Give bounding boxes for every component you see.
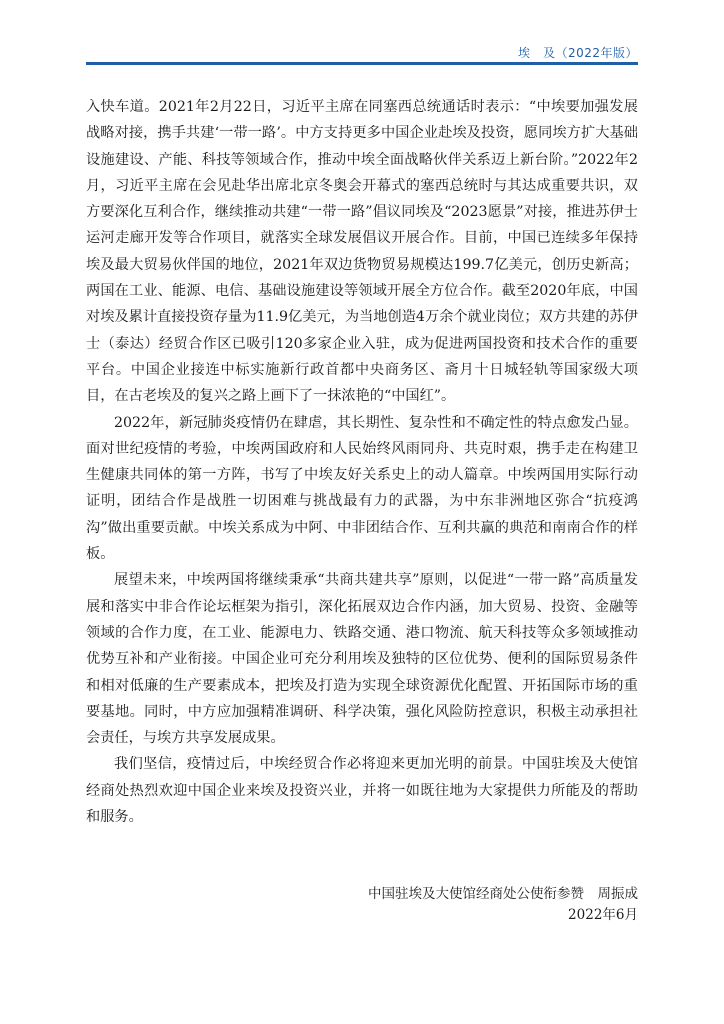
signature-author: 中国驻埃及大使馆经商处公使衔参赞 周振成	[368, 886, 638, 902]
paragraph-pandemic-cooperation: 2022年，新冠肺炎疫情仍在肆虐，其长期性、复杂性和不确定性的特点愈发凸显。面对世纪疫情的考验，中埃两国政府和人民始终风雨同舟、共克时艰，携手走在构建卫生健康共同体的第一方阵，书写了中埃友好关系史上的动人篇章。中埃两国用实际行动证明，团结合作是战胜一切困难与挑战最有力的武器，为中东非洲地区弥合“抗疫鸿沟”做出重要贡献。中埃关系成为中阿、中非团结合作、互利共赢的典范和南南合作的样板。	[86, 414, 638, 563]
signature-block	[368, 884, 638, 926]
paragraph-closing: 我们坚信，疫情过后，中埃经贸合作必将迎来更加光明的前景。中国驻埃及大使馆经商处热烈欢迎中国企业来埃及投资兴业，并将一如既往地为大家提供力所能及的帮助和服务。	[86, 756, 638, 826]
signature-date: 2022年6月	[568, 907, 638, 923]
body-text	[86, 94, 638, 830]
paragraph-continuation: 入快车道。2021年2月22日，习近平主席在同塞西总统通话时表示：“中埃要加强发展战略对接，携手共建‘一带一路’。中方支持更多中国企业赴埃及投资，愿同埃方扩大基础设施建设、产能、科技等领域合作，推动中埃全面战略伙伴关系迈上新台阶。”2022年2月，习近平主席在会见赴华出席北京冬奥会开幕式的塞西总统时与其达成重要共识，双方要深化互利合作，继续推动共建“一带一路”倡议同埃及“2023愿景”对接，推进苏伊士运河走廊开发等合作项目，就落实全球发展倡议开展合作。目前，中国已连续多年保持埃及最大贸易伙伴国的地位，2021年双边货物贸易规模达199.7亿美元，创历史新高；两国在工业、能源、电信、基础设施建设等领域开展全方位合作。截至2020年底，中国对埃及累计直接投资存量为11.9亿美元，为当地创造4万余个就业岗位；双方共建的苏伊士（泰达）经贸合作区已吸引120多家企业入驻，成为促进两国投资和技术合作的重要平台。中国企业接连中标实施新行政首都中央商务区、斋月十日城轻轨等国家级大项目，在古老埃及的复兴之路上画下了一抹浓艳的“中国红”。	[86, 99, 638, 405]
running-header-title: 埃 及（2022年版）	[517, 46, 638, 60]
running-header	[0, 0, 724, 68]
header-rule	[86, 62, 638, 65]
paragraph-future-outlook: 展望未来，中埃两国将继续秉承“共商共建共享”原则，以促进“一带一路”高质量发展和落实中非合作论坛框架为指引，深化拓展双边合作内涵，加大贸易、投资、金融等领域的合作力度，在工业、能源电力、铁路交通、港口物流、航天科技等众多领域推动优势互补和产业衔接。中国企业可充分利用埃及独特的区位优势、便利的国际贸易条件和相对低廉的生产要素成本，把埃及打造为实现全球资源优化配置、开拓国际市场的重要基地。同时，中方应加强精准调研、科学决策，强化风险防控意识，积极主动承担社会责任，与埃方共享发展成果。	[86, 572, 638, 747]
